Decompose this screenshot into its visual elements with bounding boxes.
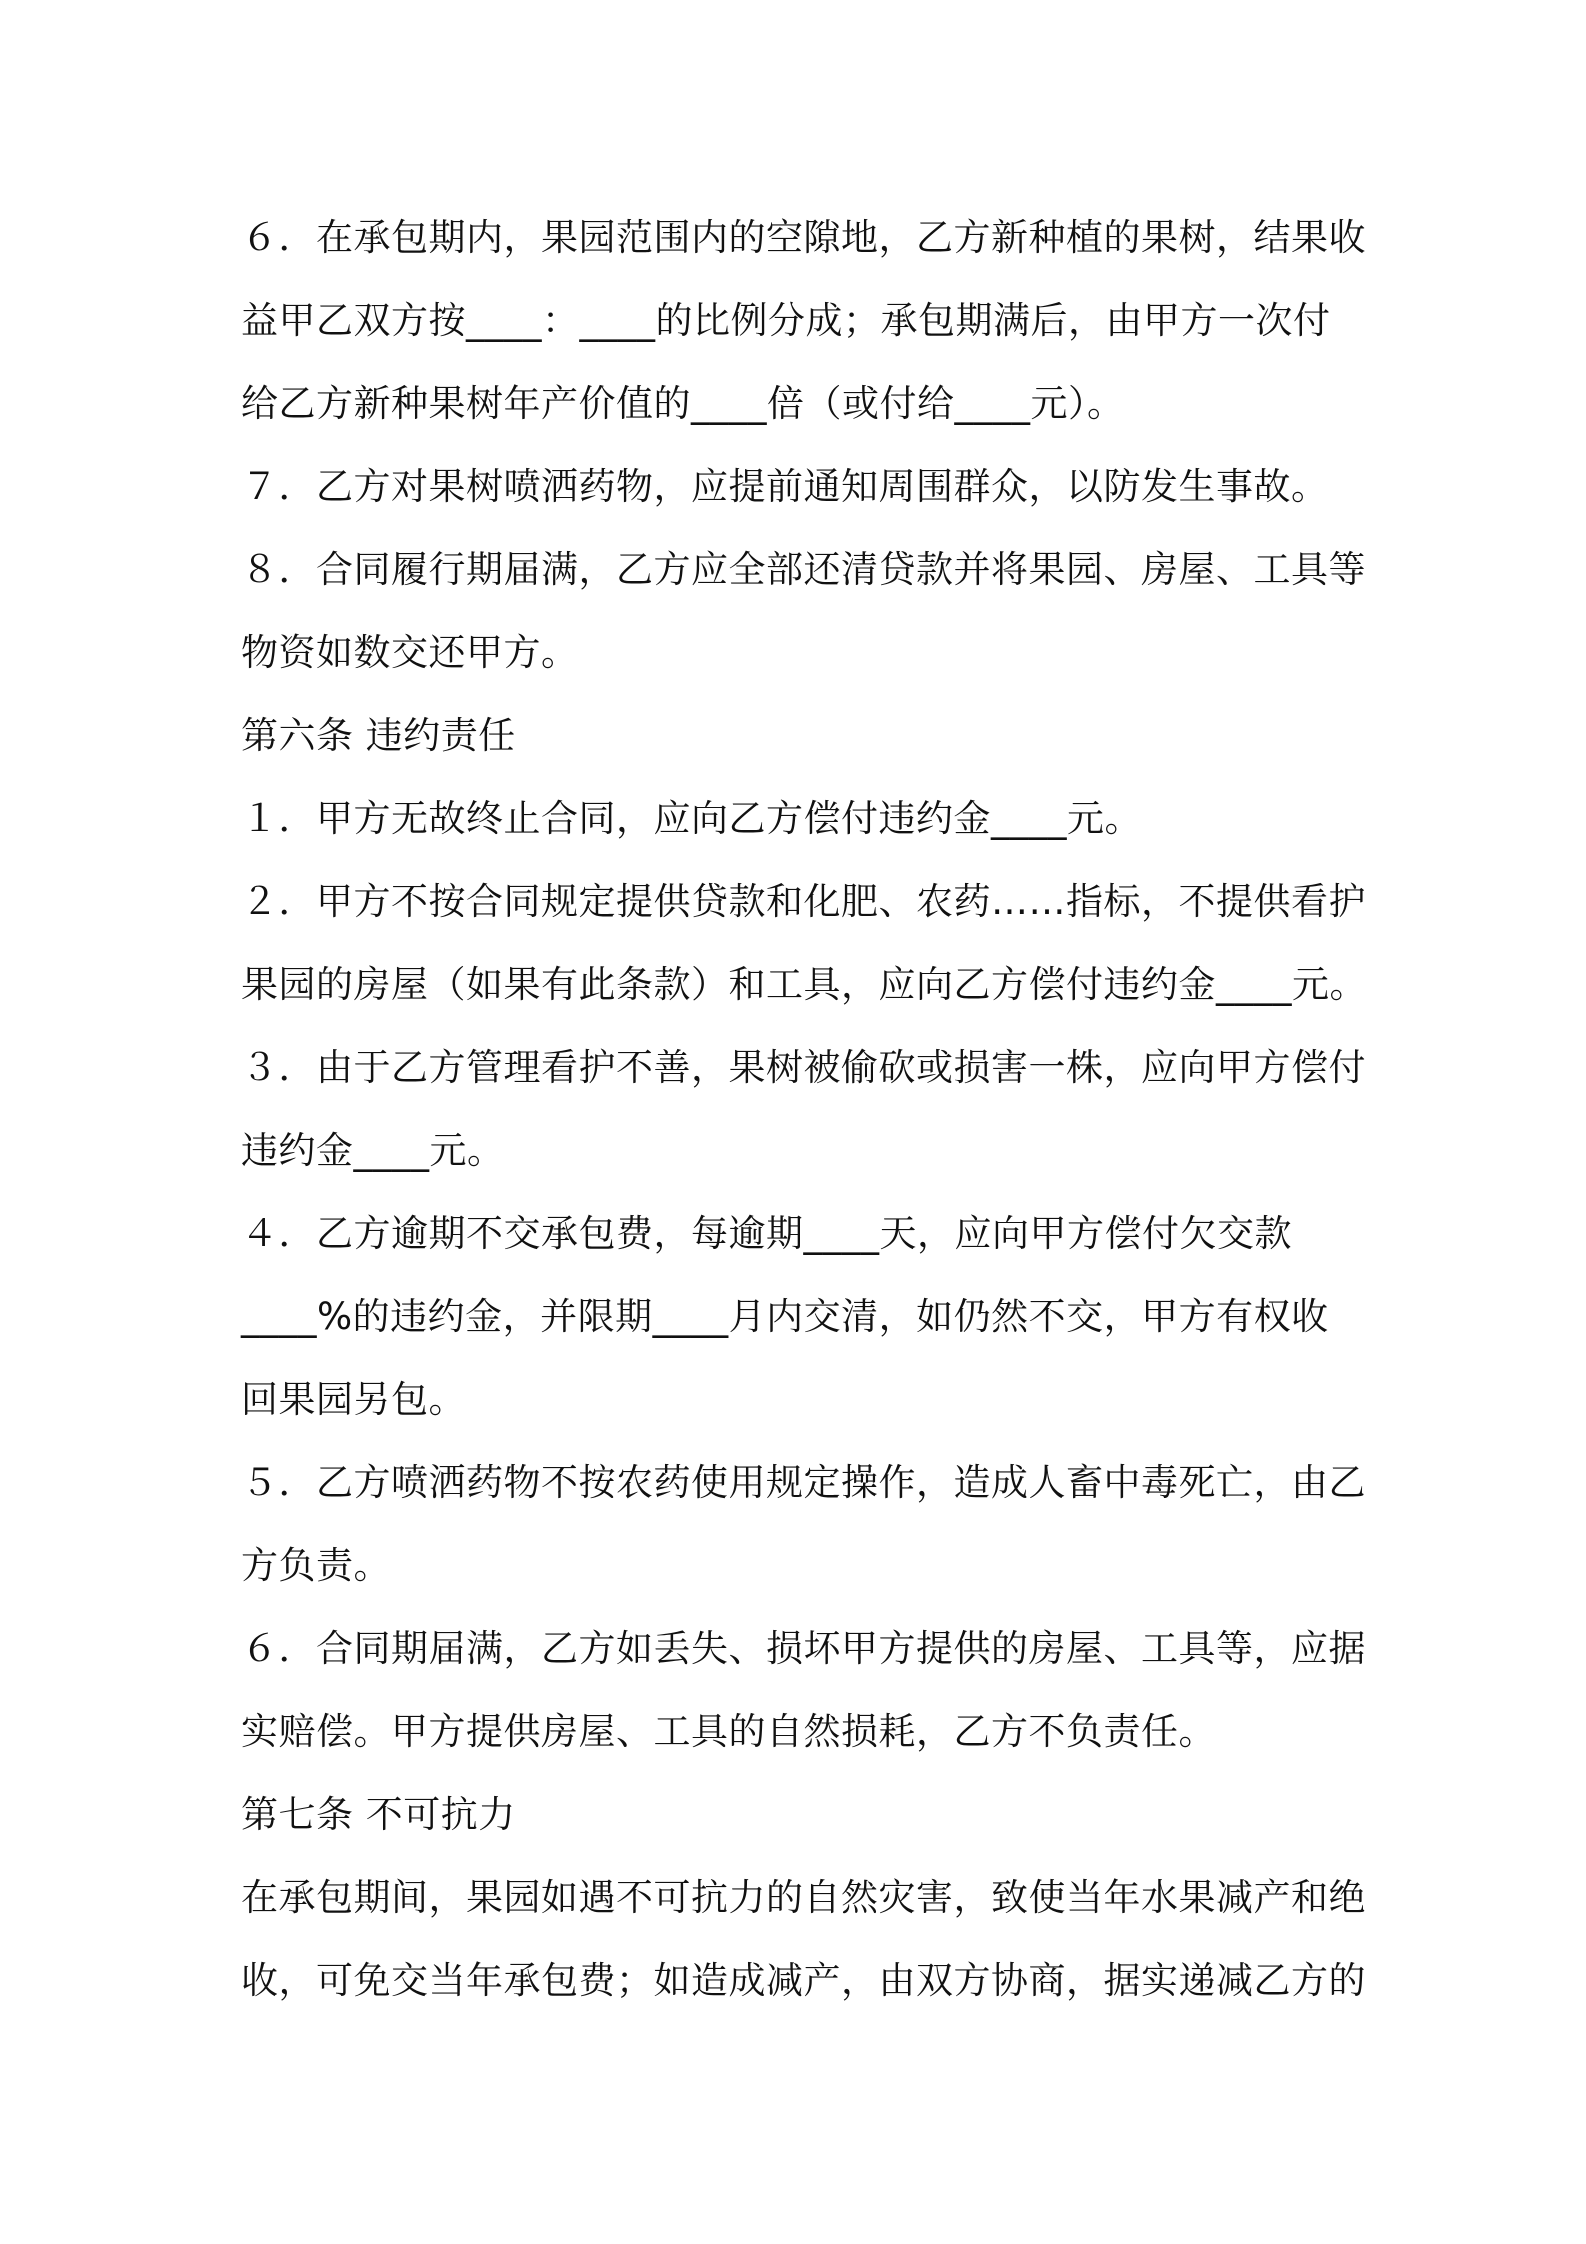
liability-3-line-2: 违约金____元。 [241, 1129, 505, 1172]
force-majeure-line-2: 收，可免交当年承包费；如造成减产，由双方协商，据实递减乙方的 [241, 1959, 1366, 2002]
liability-1-line-1: １．甲方无故终止合同，应向乙方偿付违约金____元。 [241, 797, 1142, 840]
liability-2-line-2: 果园的房屋（如果有此条款）和工具，应向乙方偿付违约金____元。 [241, 963, 1367, 1006]
clause-6-line-2: 益甲乙双方按____：____的比例分成；承包期满后，由甲方一次付 [241, 299, 1331, 342]
force-majeure-line-1: 在承包期间，果园如遇不可抗力的自然灾害，致使当年水果减产和绝 [241, 1876, 1366, 1919]
clause-6-line-1: ６．在承包期内，果园范围内的空隙地，乙方新种植的果树，结果收 [241, 216, 1366, 259]
clause-6-line-3: 给乙方新种果树年产价值的____倍（或付给____元）。 [241, 382, 1125, 425]
liability-4-line-2: ____%的违约金，并限期____月内交清，如仍然不交，甲方有权收 [241, 1295, 1329, 1338]
liability-2-line-1: ２．甲方不按合同规定提供贷款和化肥、农药……指标，不提供看护 [241, 880, 1366, 923]
liability-6-line-2: 实赔偿。甲方提供房屋、工具的自然损耗，乙方不负责任。 [241, 1710, 1216, 1753]
clause-8-line-2: 物资如数交还甲方。 [241, 631, 579, 674]
clause-7-line-1: ７．乙方对果树喷洒药物，应提前通知周围群众，以防发生事故。 [241, 465, 1329, 508]
section-heading-article-6: 第六条 违约责任 [241, 714, 516, 757]
liability-4-line-3: 回果园另包。 [241, 1378, 466, 1421]
document-body [241, 196, 1367, 2022]
liability-6-line-1: ６．合同期届满，乙方如丢失、损坏甲方提供的房屋、工具等，应据 [241, 1627, 1366, 1670]
clause-8-line-1: ８．合同履行期届满，乙方应全部还清贷款并将果园、房屋、工具等 [241, 548, 1366, 591]
liability-5-line-2: 方负责。 [241, 1544, 391, 1587]
liability-4-line-1: ４．乙方逾期不交承包费，每逾期____天，应向甲方偿付欠交款 [241, 1212, 1292, 1255]
liability-3-line-1: ３．由于乙方管理看护不善，果树被偷砍或损害一株，应向甲方偿付 [241, 1046, 1366, 1089]
liability-5-line-1: ５．乙方喷洒药物不按农药使用规定操作，造成人畜中毒死亡，由乙 [241, 1461, 1366, 1504]
section-heading-article-7: 第七条 不可抗力 [241, 1793, 516, 1836]
